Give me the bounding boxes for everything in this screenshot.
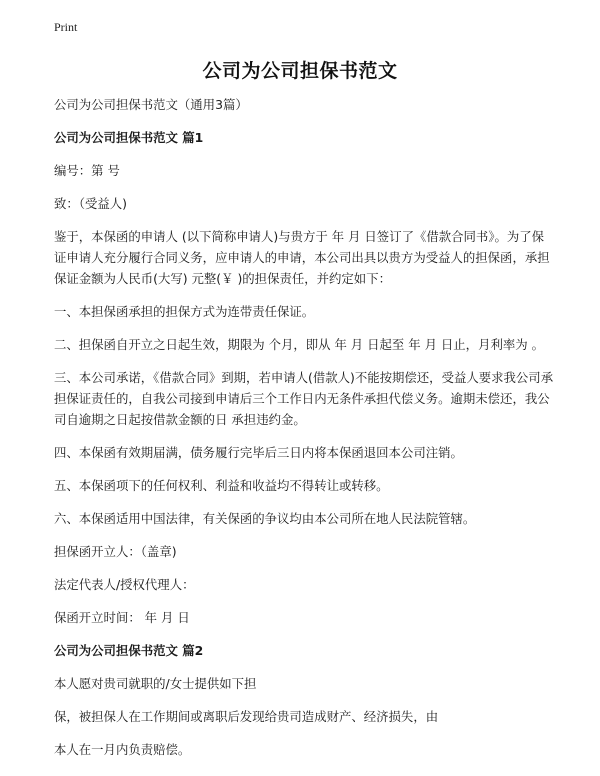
clause-4: 四、本保函有效期届满，债务履行完毕后三日内将本保函退回本公司注销。 — [54, 445, 463, 460]
intro-paragraph: 鉴于，本保函的申请人 (以下简称申请人)与贵方于 年 月 日签订了《借款合同书》。为了保证申请人充分履行合同义务，应申请人的申请，本公司出具以贵方为受益人的担保函，承担保证金额为人民币(大写) 元整(￥ )的担保责任，并约定如下： — [54, 229, 550, 286]
clause-5: 五、本保函项下的任何权利、利益和收益均不得转让或转移。 — [54, 478, 389, 493]
representative-line: 法定代表人/授权代理人： — [54, 577, 195, 592]
clause-3: 三、本公司承诺，《借款合同》到期，若申请人(借款人)不能按期偿还，受益人要求我公司承担保证责任的，自我公司接到申请后三个工作日内无条件承担代偿义务。逾期未偿还，我公司自逾期之日起按借款金额的日 承担违约金。 — [54, 370, 554, 427]
guarantee-line-1: 本人愿对贵司就职的/女士提供如下担 — [54, 676, 257, 691]
issuer-line: 担保函开立人：（盖章) — [54, 544, 177, 559]
guarantee-line-2: 保，被担保人在工作期间或离职后发现给贵司造成财产、经济损失，由 — [54, 709, 439, 724]
page-title: 公司为公司担保书范文 — [202, 60, 398, 82]
section-heading-1: 公司为公司担保书范文 篇1 — [54, 130, 204, 145]
document-body — [54, 94, 554, 760]
date-line: 保函开立时间： 年 月 日 — [54, 610, 190, 625]
recipient-line: 致：（受益人) — [54, 196, 127, 211]
print-label: Print — [54, 20, 78, 34]
number-line: 编号：第 号 — [54, 163, 120, 178]
document-subtitle: 公司为公司担保书范文（通用3篇） — [54, 97, 248, 112]
guarantee-line-3: 本人在一月内负责赔偿。 — [54, 742, 191, 757]
section-heading-2: 公司为公司担保书范文 篇2 — [54, 643, 204, 658]
clause-6: 六、本保函适用中国法律，有关保函的争议均由本公司所在地人民法院管辖。 — [54, 511, 476, 526]
clause-2: 二、担保函自开立之日起生效，期限为 个月，即从 年 月 日起至 年 月 日止，月利率为 。 — [54, 337, 544, 352]
clause-1: 一、本担保函承担的担保方式为连带责任保证。 — [54, 304, 315, 319]
